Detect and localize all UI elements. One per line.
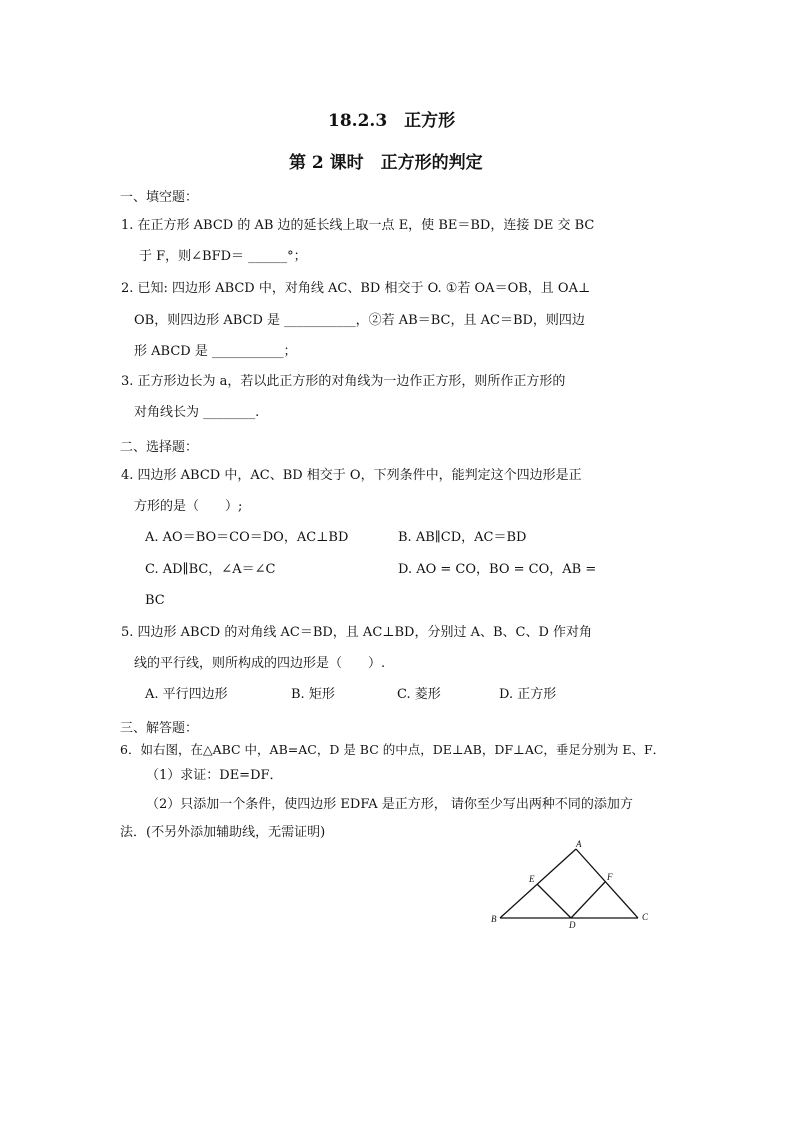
question-5-line-2: 线的平行线，则所构成的四边形是（ ）.	[134, 656, 386, 671]
question-2-line-1: 2. 已知: 四边形 ABCD 中，对角线 AC、BD 相交于 O. ①若 OA＝OB，且 OA⊥	[121, 281, 591, 296]
question-2-line-2: OB，则四边形 ABCD 是 ___________，②若 AB＝BC，且 AC＝BD，则四边	[134, 313, 585, 328]
vertex-label-c: C	[642, 912, 649, 922]
page-title: 18.2.3 正方形	[328, 111, 456, 131]
question-5-option-b: B. 矩形	[291, 687, 335, 702]
question-4-option-d-continued: BC	[145, 593, 165, 608]
section-fill-blank-heading: 一、填空题：	[120, 190, 199, 205]
question-2-line-3: 形 ABCD 是 ___________；	[134, 344, 297, 359]
question-4-option-d: D. AO = CO，BO = CO，AB =	[398, 562, 597, 577]
question-4-line-1: 4. 四边形 ABCD 中，AC、BD 相交于 O，下列条件中，能判定这个四边形是正	[121, 468, 582, 483]
question-5-line-1: 5. 四边形 ABCD 的对角线 AC＝BD，且 AC⊥BD，分别过 A、B、C、D 作对角	[121, 625, 593, 640]
lesson-subtitle: 第 2 课时 正方形的判定	[289, 153, 483, 173]
segment-ac	[576, 849, 638, 918]
vertex-label-f: F	[607, 872, 613, 882]
segment-df	[571, 882, 605, 918]
question-6-part-2-continued: 法．(不另外添加辅助线，无需证明)	[120, 825, 326, 840]
question-4-option-b: B. AB∥CD，AC＝BD	[398, 530, 527, 545]
segment-ab	[500, 849, 576, 918]
triangle-figure	[485, 838, 655, 938]
question-6-line-1: 6．如右图，在△ABC 中，AB=AC，D 是 BC 的中点，DE⊥AB，DF⊥AC，垂足分别为 E、F．	[120, 742, 666, 757]
question-3-line-2: 对角线长为 ________.	[134, 405, 260, 420]
question-1-line-2: 于 F，则∠BFD＝ ______°；	[139, 249, 307, 264]
section-multiple-choice-heading: 二、选择题：	[120, 440, 199, 455]
vertex-label-d: D	[569, 920, 576, 930]
question-5-option-c: C. 菱形	[397, 687, 441, 702]
question-6-part-1: （1）求证：DE=DF．	[146, 768, 283, 783]
vertex-label-b: B	[491, 914, 497, 924]
question-5-option-a: A. 平行四边形	[145, 687, 228, 702]
question-4-option-a: A. AO＝BO＝CO＝DO，AC⊥BD	[145, 530, 349, 545]
question-4-line-2: 方形的是（ ）;	[134, 499, 243, 514]
vertex-label-a: A	[576, 839, 582, 849]
section-solution-heading: 三、解答题：	[120, 721, 199, 736]
question-4-option-c: C. AD∥BC，∠A＝∠C	[145, 562, 276, 577]
segment-de	[537, 884, 571, 918]
question-3-line-1: 3. 正方形边长为 a，若以此正方形的对角线为一边作正方形，则所作正方形的	[121, 374, 566, 389]
question-1-line-1: 1. 在正方形 ABCD 的 AB 边的延长线上取一点 E，使 BE＝BD，连接 DE 交 BC	[121, 218, 595, 233]
question-6-part-2: （2）只添加一个条件，使四边形 EDFA 是正方形， 请你至少写出两种不同的添加方	[146, 797, 633, 812]
vertex-label-e: E	[529, 874, 535, 884]
question-5-option-d: D. 正方形	[499, 687, 557, 702]
